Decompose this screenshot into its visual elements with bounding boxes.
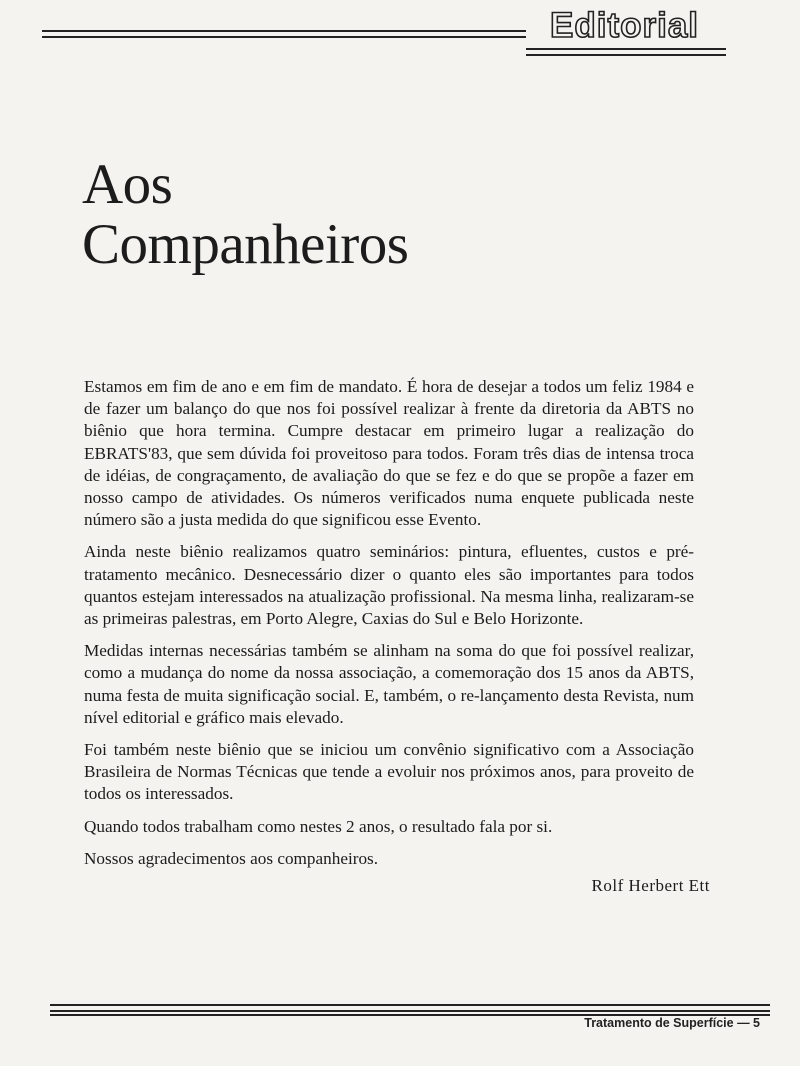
section-label-editorial: Editorial [550, 6, 700, 45]
paragraph-5: Quando todos trabalham como nestes 2 anos, o resultado fala por si. [84, 816, 553, 836]
author-signature: Rolf Herbert Ett [591, 876, 710, 895]
header-rule-right [526, 48, 726, 56]
article-title-line-1: Aos [82, 153, 173, 216]
header-rule-left [42, 30, 526, 38]
article-body [84, 376, 694, 880]
paragraph-1: Estamos em fim de ano e em fim de mandato. É hora de desejar a todos um feliz 1984 e de fazer um balanço do que nos foi possível realizar à frente da diretoria da ABTS no biênio que hora termina. Cumpre destacar em primeiro lugar a realização do EBRATS'83, que sem dúvida foi proveitoso para todos. Foram três dias de intensa troca de idéias, de congraçamento, de avaliação do que se fez e do que se propõe a fazer em nosso campo de atividades. Os números verificados numa enquete publicada neste número são a justa medida do que significou esse Evento. [84, 377, 694, 530]
footer-page-label: Tratamento de Superfície — 5 [584, 1016, 760, 1030]
paragraph-3: Medidas internas necessárias também se alinham na soma do que foi possível realizar, como a mudança do nome da nossa associação, a comemoração dos 15 anos da ABTS, numa festa de muita significação social. E, também, o re-lançamento desta Revista, num nível editorial e gráfico mais elevado. [84, 641, 694, 727]
article-title-line-2: Companheiros [82, 213, 409, 276]
article-title [82, 155, 408, 275]
footer-rule-top [50, 1004, 770, 1012]
paragraph-6: Nossos agradecimentos aos companheiros. [84, 848, 379, 868]
paragraph-2: Ainda neste biênio realizamos quatro seminários: pintura, efluentes, custos e pré-tratamento mecânico. Desnecessário dizer o quanto eles são importantes para todos quantos estejam interessados na atualização profissional. Na mesma linha, realizaram-se as primeiras palestras, em Porto Alegre, Caxias do Sul e Belo Horizonte. [84, 542, 694, 629]
paragraph-4: Foi também neste biênio que se iniciou um convênio significativo com a Associação Brasileira de Normas Técnicas que tende a evoluir nos próximos anos, para proveito de todos os interessados. [84, 740, 694, 804]
